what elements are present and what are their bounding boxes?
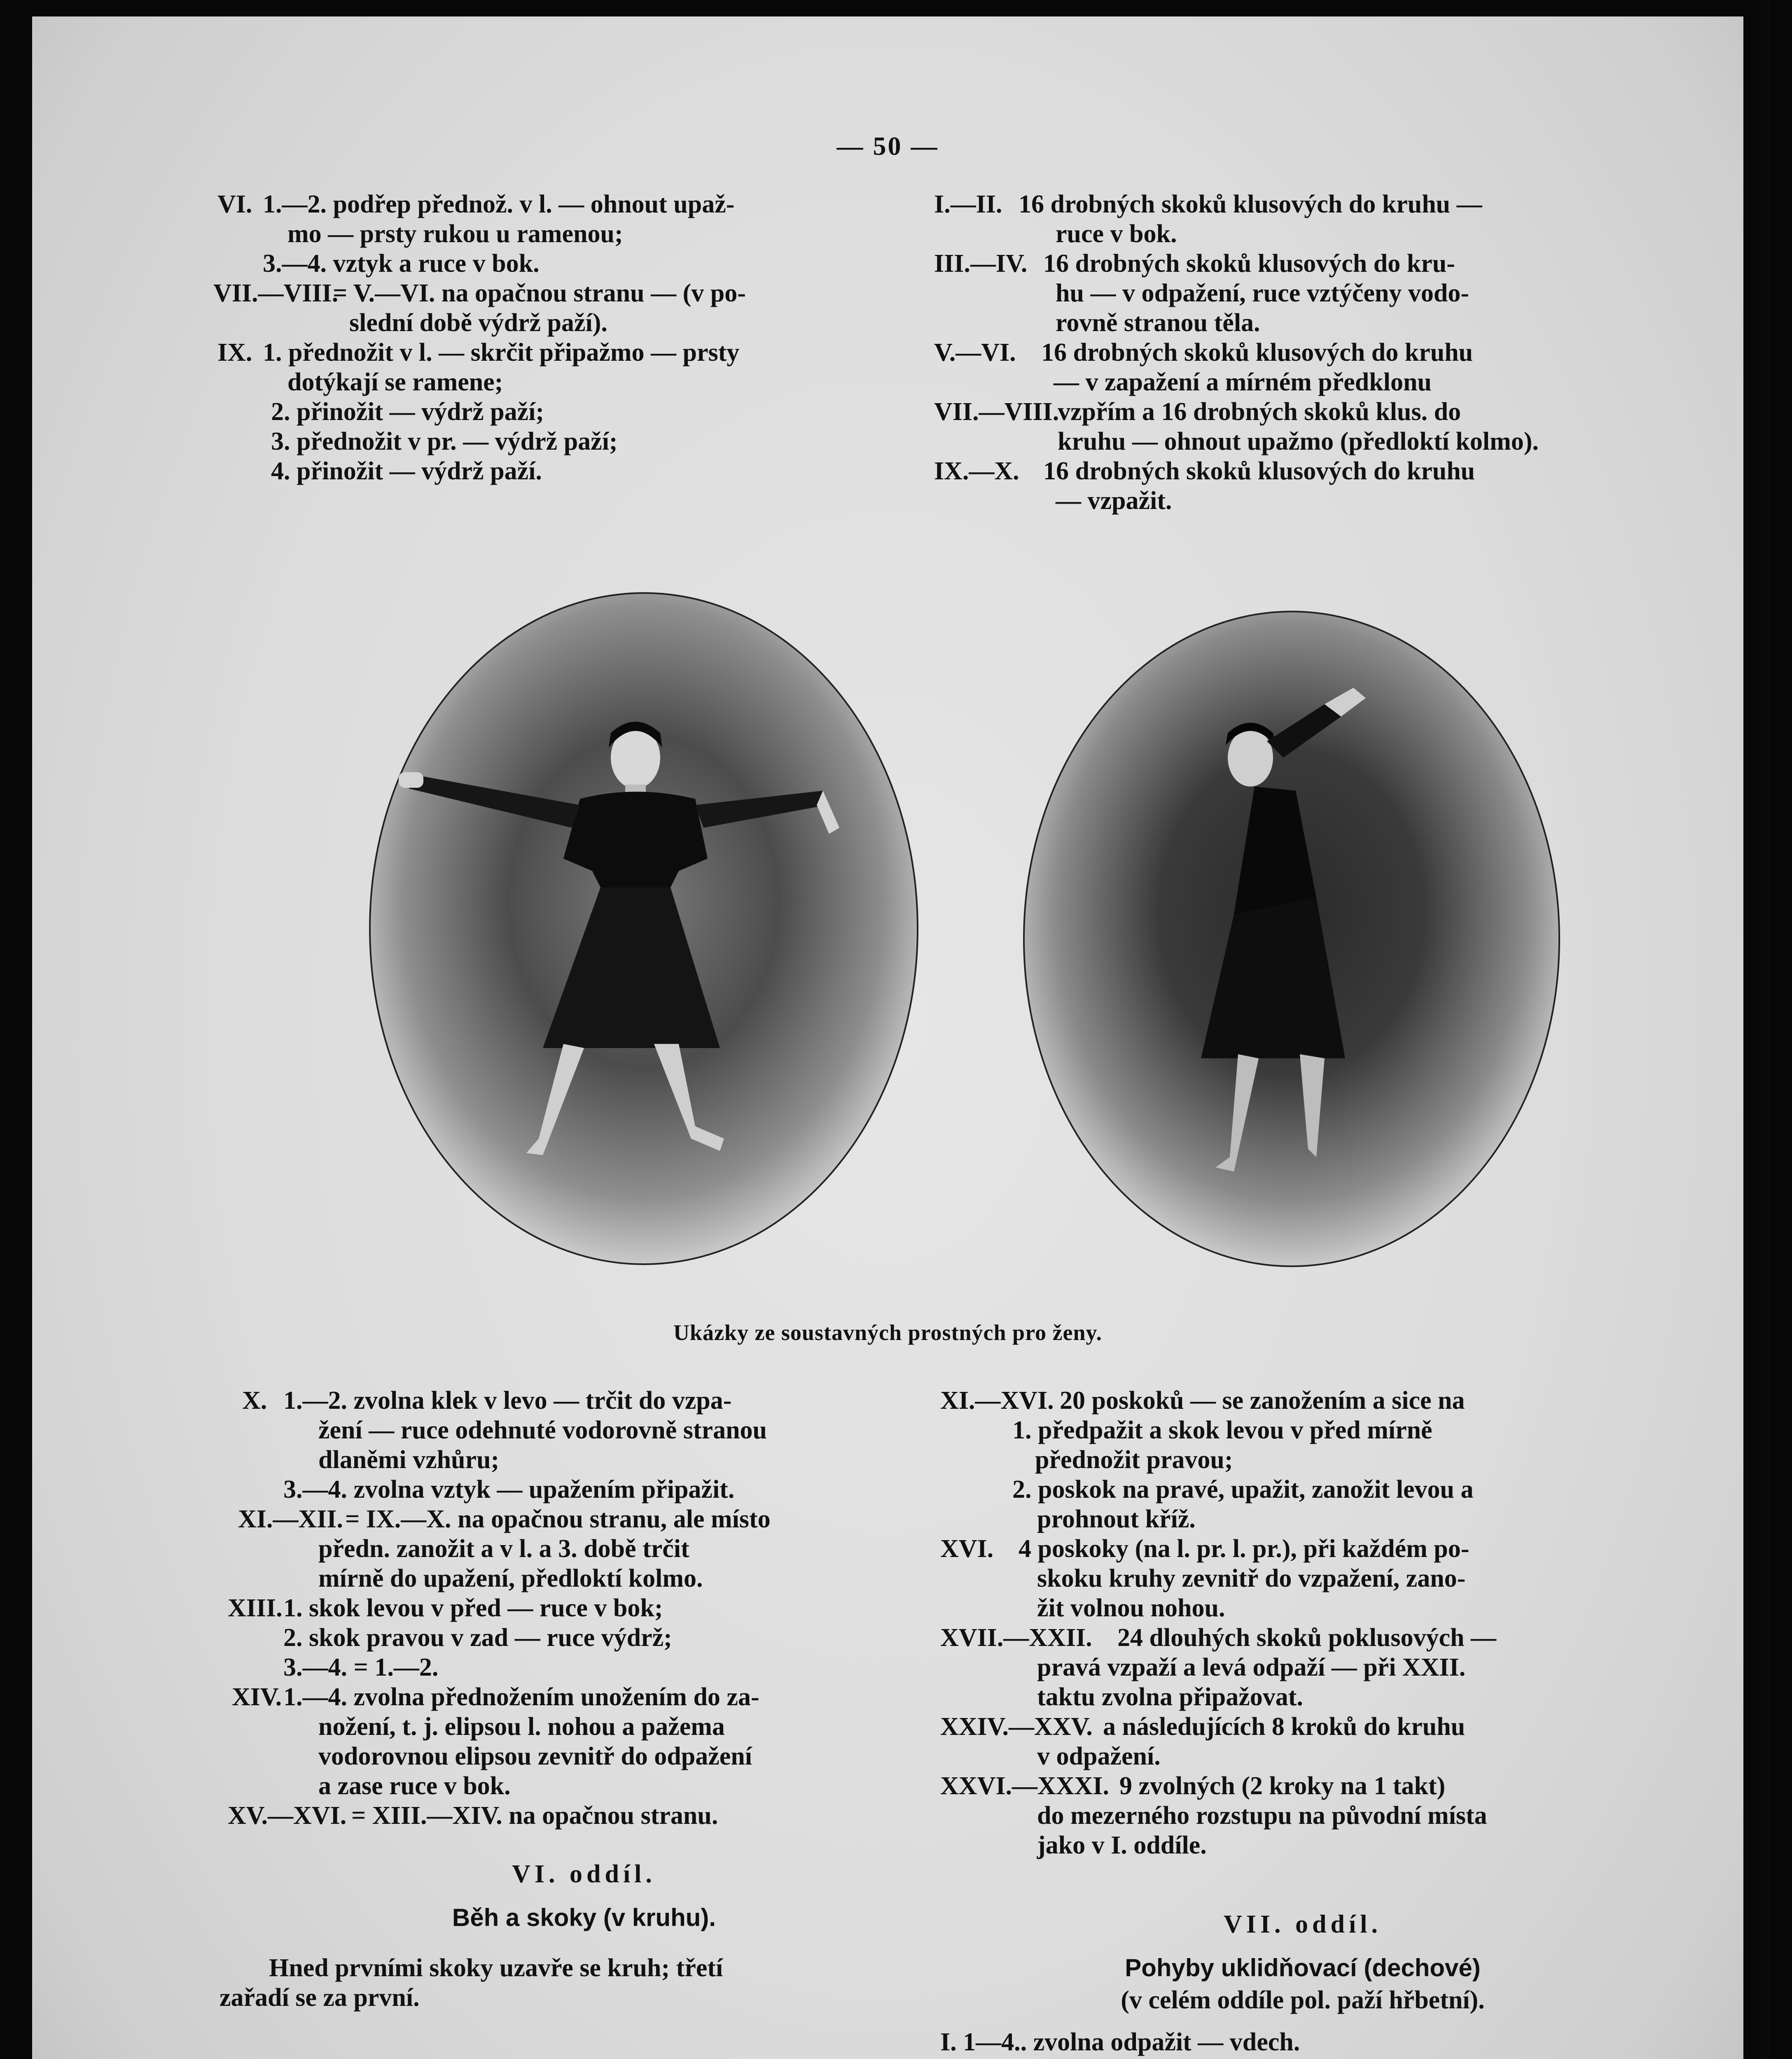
exercise-x-b: 3.—4. zvolna vztyk — upažením připažit. <box>283 1475 735 1503</box>
jump-xvi: XVI. 4 poskoky (na l. pr. l. pr.), při každém po- skoku kruhy zevnitř do vzpažení, zano- žit volnou nohou. <box>940 1535 1470 1622</box>
walk-xxvi-xxxi: XXVI.—XXXI. 9 zvolných (2 kroky na 1 takt) do mezerného rozstupu na původní místa jako v I. oddíle. <box>940 1772 1487 1859</box>
bottom-left-column <box>220 1386 942 2012</box>
book-page <box>32 16 1743 2059</box>
top-left-column <box>213 189 942 486</box>
exercise-vii-viii: VII.—VIII. = V.—VI. na opačnou stranu — (v po- slední době výdrž paží). <box>213 279 746 337</box>
exercise-ix-2: 2. přinožit — výdrž paží; <box>271 398 544 426</box>
exercise-xv-xvi: XV.—XVI. = XIII.—XIV. na opačnou stranu. <box>228 1802 718 1830</box>
photo-caption: Ukázky ze soustavných prostných pro ženy. <box>673 1320 1103 1345</box>
bottom-right-column <box>940 1386 1665 2057</box>
run-iii-iv: III.—IV. 16 drobných skoků klusových do kru- hu — v odpažení, ruce vztýčeny vodo- rovně stranou těla. <box>934 250 1470 337</box>
exercise-xiv: XIV. 1.—4. zvolna přednožením unožením do za- nožení, t. j. elipsou l. nohou a pažema vodorovnou elipsou zevnitř do odpažení a zase ruce v bok. <box>232 1683 759 1800</box>
jump-xi-xvi-2: 2. poskok na pravé, upažit, zanožit levou a prohnout kříž. <box>1012 1475 1474 1533</box>
run-ix-x: IX.—X. 16 drobných skoků klusových do kruhu — vzpažit. <box>934 457 1475 515</box>
photo-right-arms-raised <box>1020 609 1563 1268</box>
exercise-ix: IX. 1. přednožit v l. — skrčit připažmo — prsty dotýkají se ramene; <box>217 338 740 396</box>
exercise-xi-xii: XI.—XII. = IX.—X. na opačnou stranu, ale místo předn. zanožit a v l. a 3. době trčit mírně do upažení, předloktí kolmo. <box>238 1505 771 1592</box>
run-vii-viii: VII.—VIII. vzpřím a 16 drobných skoků klus. do kruhu — ohnout upažmo (předloktí kolmo). <box>934 398 1539 455</box>
section-vii-heading: VII. oddíl. <box>1224 1910 1382 1938</box>
section-vi-paragraph: Hned prvními skoky uzavře se kruh; třetí zařadí se za první. <box>220 1954 723 2012</box>
exercise-xiii: XIII. 1. skok levou v před — ruce v bok; <box>228 1594 663 1622</box>
photo-left-arms-outstretched <box>366 591 922 1266</box>
section-vii-subtitle: (v celém oddíle pol. paží hřbetní). <box>1121 1986 1485 2014</box>
right-page-edge <box>1761 0 1770 2059</box>
exercise-xiii-2: 2. skok pravou v zad — ruce výdrž; <box>283 1624 672 1652</box>
exercise-xiii-3: 3.—4. = 1.—2. <box>283 1653 439 1681</box>
exercise-vi-b: 3.—4. vztyk a ruce v bok. <box>263 250 540 278</box>
exercise-vi: VI. 1.—2. podřep přednož. v l. — ohnout upaž- mo — prsty rukou u ramenou; <box>217 190 735 248</box>
jump-xvii-xxii: XVII.—XXII. 24 dlouhých skoků poklusových — pravá vzpaží a levá odpaží — při XXII. taktu zvolna připažovat. <box>940 1624 1497 1711</box>
section-vi-title: Běh a skoky (v kruhu). <box>452 1904 716 1931</box>
page-number: — 50 — <box>836 131 939 161</box>
exercise-ix-4: 4. přinožit — výdrž paží. <box>271 457 542 485</box>
section-vi-heading: VI. oddíl. <box>512 1860 656 1888</box>
section-vii-line: I. 1—4.. zvolna odpažit — vdech. <box>940 2028 1300 2056</box>
run-i-ii: I.—II. 16 drobných skoků klusových do kruhu — ruce v bok. <box>934 190 1482 248</box>
section-vii-title: Pohyby uklidňovací (dechové) <box>1125 1954 1481 1982</box>
top-right-column <box>934 189 1667 516</box>
run-v-vi: V.—VI. 16 drobných skoků klusových do kruhu — v zapažení a mírném předklonu <box>934 338 1473 396</box>
exercise-ix-3: 3. přednožit v pr. — výdrž paží; <box>271 427 618 455</box>
jump-xi-xvi: XI.—XVI. 20 poskoků — se zanožením a sice na 1. předpažit a skok levou v před mírně přednožit pravou; <box>940 1387 1465 1474</box>
walk-xxiv-xxv: XXIV.—XXV. a následujících 8 kroků do kruhu v odpažení. <box>940 1713 1465 1770</box>
exercise-x: X. 1.—2. zvolna klek v levo — trčit do vzpa- žení — ruce odehnuté vodorovně stranou dlaněmi vzhůru; <box>242 1387 767 1474</box>
